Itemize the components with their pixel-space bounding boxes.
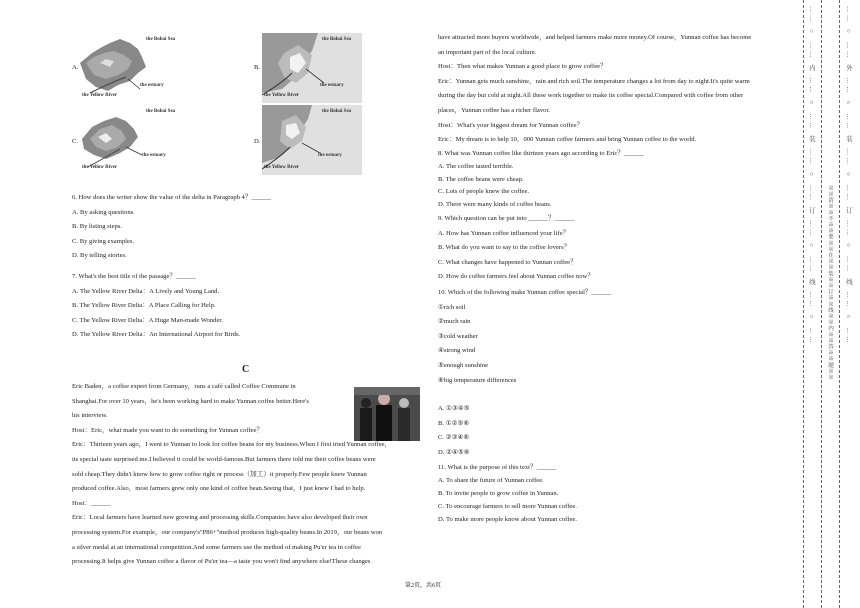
question-9-option-a[interactable]: A. How has Yunnan coffee influenced your life？ (438, 229, 570, 237)
map-b-estuary-label: the estuary (320, 83, 344, 88)
map-a-river-label: the Yellow River (82, 93, 118, 98)
question-9-stem: 9. Which question can be put into ______？______ (438, 215, 575, 222)
delta-map-a (80, 33, 180, 103)
passage-line: have attracted more buyers worldwide，and helped farmers make more money.Of course，Yunnan coffee has become (438, 34, 752, 41)
delta-map-d (262, 105, 362, 175)
section-c-heading: C (242, 364, 250, 375)
question-9-option-c[interactable]: C. What changes have happened to Yunnan coffee？ (438, 258, 577, 266)
binding-strip (803, 0, 860, 608)
passage-line: its special taste surprised me.I believed it could be world-famous.But farmers there told me their coffee beans were (72, 455, 376, 463)
passage-line: during the day but cold at night.All these work together to make its coffee special.Compared with coffee from other (438, 92, 744, 100)
option-c-letter: C. (72, 138, 79, 145)
question-7-stem: 7. What's the best title of the passage？______ (72, 273, 196, 280)
question-7-option-c[interactable]: C. The Yellow River Delta：A Huge Man-made Wonder. (72, 316, 223, 324)
question-10-options (438, 402, 470, 460)
question-10-option-d[interactable]: D. ②④⑤⑥ (438, 448, 470, 456)
passage-line: processing system.For example，our company's"P86+"method produces high-quality beans.In 2019，our beans won (72, 528, 383, 536)
binding-outer-label: …… ○ …… 外 …… ○ …… 装 …… ○ …… 订 …… ○ …… 线 …… ○ …… (845, 6, 852, 346)
map-c-sea-label: the Bohai Sea (146, 109, 176, 114)
map-c-river-label: the Yellow River (82, 165, 118, 170)
delta-map-c (80, 105, 180, 175)
question-6-stem: 6. How does the writer show the value of the delta in Paragraph 4？______ (72, 194, 272, 201)
page-number: 第2页，共6页 (405, 583, 442, 589)
question-10-stem: 10. Which of the following make Yunnan coffee special？______ (438, 289, 612, 296)
passage-line: his interview. (72, 412, 108, 420)
map-d-river-label: the Yellow River (264, 165, 300, 170)
map-b-river-label: the Yellow River (264, 93, 300, 98)
question-9-option-d[interactable]: D. How do coffee farmers feel about Yunnan coffee now？ (438, 273, 594, 281)
question-7-option-a[interactable]: A. The Yellow River Delta：A Lively and Young Land. (72, 287, 220, 295)
question-6-option-c[interactable]: C. By giving examples. (72, 237, 135, 245)
passage-line: Eric：My dream is to help 10，000 Yunnan coffee farmers and bring Yunnan coffee to the world. (438, 136, 697, 144)
question-8-option-b[interactable]: B. The coffee beans were cheap. (438, 175, 524, 183)
passage-line: a silver medal at an international competition.And some farmers use the method of making Pu'er tea in coffee (72, 543, 361, 551)
map-d-estuary-label: the estuary (318, 153, 342, 158)
question-8-option-a[interactable]: A. The coffee tasted terrible. (438, 162, 514, 170)
binding-line-right (839, 0, 840, 608)
passage-c-right (438, 31, 751, 148)
question-11-option-d[interactable]: D. To make more people know about Yunnan coffee. (438, 516, 577, 523)
map-a-sea-label: the Bohai Sea (146, 37, 176, 42)
passage-line: Host：______ (72, 499, 111, 507)
passage-line: Eric Baden，a coffee expert from Germany，runs a café called Coffee Commune in (72, 383, 296, 390)
question-6-option-b[interactable]: B. By listing steps. (72, 223, 123, 231)
map-b-sea-label: the Bohai Sea (322, 37, 352, 42)
passage-line: Host：Then what makes Yunnan a good place to grow coffee？ (438, 63, 607, 71)
question-10-item: ②much rain (438, 318, 471, 326)
passage-line: sold cheap.They didn't know how to grow coffee right or process（加工）it properly.Few people knew Yunnan (72, 470, 367, 478)
map-d-sea-label: the Bohai Sea (322, 109, 352, 114)
question-8-option-c[interactable]: C. Lots of people knew the coffee. (438, 188, 530, 196)
question-8-stem: 8. What was Yunnan coffee like thirteen years ago according to Eric？______ (438, 150, 644, 157)
binding-line-mid (821, 0, 822, 608)
binding-line-left (803, 0, 804, 608)
option-b-letter: B. (254, 64, 261, 71)
question-11-option-a[interactable]: A. To share the future of Yunnan coffee. (438, 477, 544, 484)
question-6-option-d[interactable]: D. By telling stories. (72, 252, 127, 260)
question-10-item: ①rich soil (438, 303, 466, 311)
question-8 (438, 148, 644, 212)
question-10-option-b[interactable]: B. ①②⑤⑥ (438, 419, 470, 427)
passage-line: Host：What's your biggest dream for Yunnan coffee？ (438, 121, 584, 129)
passage-line: Eric：Yunnan gets much sunshine，rain and rich soil.The temperature changes a lot from day to night.It's quite warm (438, 77, 750, 85)
question-10-item: ⑤enough sunshine (438, 361, 489, 369)
passage-line: Eric：Local farmers have learned new growing and processing skills.Companies have also developed their own (72, 514, 368, 522)
question-8-option-d[interactable]: D. There were many kinds of coffee beans. (438, 201, 552, 209)
question-10-item: ⑥big temperature differences (438, 376, 517, 384)
question-11-stem: 11. What is the purpose of this text？______ (438, 464, 557, 471)
passage-line: Eric：Thirteen years ago，I went to Yunnan to look for coffee beans for my business.When I first tried Yunnan coffee， (72, 441, 392, 449)
question-6-option-a[interactable]: A. By asking questions. (72, 208, 135, 216)
question-10-option-c[interactable]: C. ②③④⑥ (438, 434, 470, 442)
option-d-letter: D. (254, 138, 261, 145)
passage-line: an important part of the local culture. (438, 48, 537, 56)
option-a-letter: A. (72, 64, 79, 71)
passage-line: Shanghai.For over 10 years，he's been working hard to make Yunnan coffee better.Here's (72, 397, 309, 405)
question-6 (72, 191, 271, 264)
passage-line: Host：Eric，what made you want to do something for Yunnan coffee？ (72, 426, 263, 434)
question-10-item: ③cold weather (438, 332, 478, 340)
question-11-option-b[interactable]: B. To invite people to grow coffee in Yunnan. (438, 490, 559, 497)
passage-line: processing.It helps give Yunnan coffee a flavor of Pu'er tea—a taste you won't find anywhere else!These changes (72, 558, 371, 566)
question-7-option-d[interactable]: D. The Yellow River Delta：An International Airport for Birds. (72, 331, 241, 339)
question-10-item: ④strong wind (438, 347, 476, 355)
question-11-option-c[interactable]: C. To encourage farmers to sell more Yunnan coffee. (438, 503, 577, 510)
question-11 (438, 461, 577, 526)
delta-map-b (262, 33, 362, 103)
question-9-option-b[interactable]: B. What do you want to say to the coffee lovers？ (438, 244, 571, 252)
binding-notice: ※※请※※不※※要※※在※※装※※订※※线※※内※※答※※题※※ (827, 185, 833, 381)
passage-c-left (72, 380, 391, 570)
question-7-option-b[interactable]: B. The Yellow River Delta：A Place Calling for Help. (72, 302, 216, 310)
passage-line: places，Yunnan coffee has a richer flavor. (438, 106, 550, 114)
map-c-estuary-label: the estuary (142, 153, 166, 158)
binding-inner-label: …… ○ …… 内 …… ○ …… 装 …… ○ …… 订 …… ○ …… 线 …… ○ …… (808, 6, 815, 346)
question-10-option-a[interactable]: A. ①③④⑤ (438, 405, 470, 412)
question-9 (438, 212, 594, 285)
map-a-estuary-label: the estuary (140, 83, 164, 88)
passage-line: produced coffee.Also，most farmers grew only one kind of coffee bean.Seeing that，I just knew I had to help. (72, 485, 366, 493)
question-7 (72, 270, 240, 343)
question-10 (438, 286, 611, 388)
